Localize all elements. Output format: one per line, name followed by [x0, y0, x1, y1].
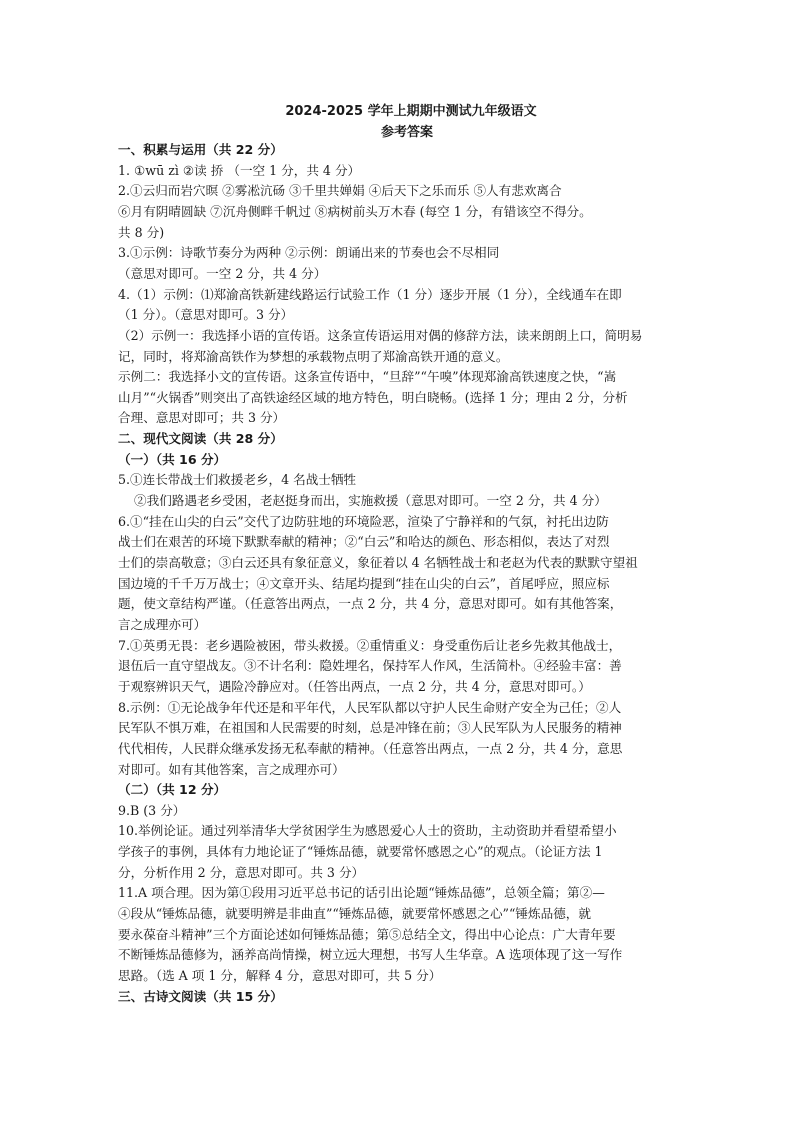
answer-line: 11.A 项合理。因为第①段用习近平总书记的话引出论题“锤炼品德”，总领全篇；第②— [118, 885, 605, 901]
answer-line: 4.（1）示例：⑴郑渝高铁新建线路运行试验工作（1 分）逐步开展（1 分），全线通车在即 [118, 286, 622, 302]
answer-line: （意思对即可。一空 2 分，共 4 分） [118, 265, 327, 281]
answer-line: 记，同时，将郑渝高铁作为梦想的承载物点明了郑渝高铁开通的意义。 [118, 348, 509, 364]
answer-line: 共 8 分) [118, 224, 165, 240]
document-title: 2024-2025 学年上期期中测试九年级语文 [285, 104, 537, 119]
answer-line: 士们的崇高敬意；③白云还具有象征意义，象征着以 4 名牺牲战士和老赵为代表的默默守望祖 [118, 555, 638, 570]
answer-line: 10.举例论证。通过列举清华大学贫困学生为感恩爱心人士的资助，主动资助并看望希望小 [118, 823, 617, 839]
section-heading: （二）（共 12 分） [118, 782, 227, 798]
answer-line: 战士们在艰苦的环境下默默奉献的精神；②“白云”和哈达的颜色、形态相似，表达了对烈 [118, 534, 610, 550]
section-heading: （一）（共 16 分） [118, 451, 227, 467]
answer-line: 6.①“挂在山尖的白云”交代了边防驻地的环境险恶，渲染了宁静祥和的气氛，衬托出边防 [118, 513, 609, 529]
answer-line: 1. ①wū zì ②读 挢 （一空 1 分，共 4 分） [118, 162, 361, 178]
answer-line: 对即可。如有其他答案，言之成理亦可） [118, 761, 345, 777]
section-heading: 三、古诗文阅读（共 15 分） [118, 988, 283, 1004]
answer-line: （2）示例一：我选择小语的宣传语。这条宣传语运用对偶的修辞方法，读来朗朗上口，简明易 [118, 327, 643, 343]
answer-line: 思路。（选 A 项 1 分，解释 4 分，意思对即可，共 5 分） [118, 968, 442, 983]
section-heading: 二、现代文阅读（共 28 分） [118, 431, 283, 447]
answer-line: 7.①英勇无畏：老乡遇险被困，带头救援。②重情重义：身受重伤后让老乡先救其他战士， [118, 637, 622, 653]
answer-line: 3.①示例：诗歌节奏分为两种 ②示例：朗诵出来的节奏也会不尽相同 [118, 245, 500, 261]
answer-line: 退伍后一直守望战友。③不计名利：隐姓埋名，保持军人作风，生活简朴。④经验丰富：善 [118, 658, 622, 674]
section-heading: 一、积累与运用（共 22 分） [118, 142, 283, 157]
answer-line: （1 分）。（意思对即可。3 分） [118, 307, 294, 323]
answer-line: ④段从“锤炼品德，就要明辨是非曲直”“锤炼品德，就要常怀感恩之心”“锤炼品德，就 [118, 906, 591, 922]
answer-line: 国边境的千千万万战士；④文章开头、结尾均提到“挂在山尖的白云”，首尾呼应，照应标 [118, 575, 610, 591]
answer-line: 山月”“火锅香”则突出了高铁途经区域的地方特色，明白晓畅。(选择 1 分；理由 2 分，分析 [118, 389, 628, 405]
answer-line: 言之成理亦可） [118, 616, 207, 632]
answer-line: 分，分析作用 2 分，意思对即可。共 3 分） [118, 864, 365, 880]
answer-line: 8.示例：①无论战争年代还是和平年代，人民军队都以守护人民生命财产安全为己任；②人 [118, 699, 622, 715]
document-subtitle: 参考答案 [380, 125, 433, 140]
answer-line: 代代相传，人民群众继承发扬无私奉献的精神。（任意答出两点，一点 2 分，共 4 分，意思 [118, 740, 623, 756]
answer-line: 要永葆奋斗精神”三个方面论述如何锤炼品德；第⑤总结全文，得出中心论点：广大青年要 [118, 926, 616, 942]
answer-line: 5.①连长带战士们救援老乡，4 名战士牺牲 [118, 472, 357, 488]
answer-line: 题，使文章结构严谨。（任意答出两点，一点 2 分，共 4 分，意思对即可。如有其他答案， [118, 596, 623, 612]
answer-line: 于观察辨识天气，遇险冷静应对。（任答出两点，一点 2 分，共 4 分，意思对即可。） [118, 678, 591, 694]
answer-line: ⑥月有阴晴圆缺 ⑦沉舟侧畔千帆过 ⑧病树前头万木春 (每空 1 分，有错该空不得分。 [118, 203, 592, 219]
answer-line: 9.B (3 分） [118, 802, 186, 818]
answer-line: ②我们路遇老乡受困，老赵挺身而出，实施救援（意思对即可。一空 2 分，共 4 分） [134, 493, 607, 509]
answer-line: 不断锤炼品德修为，涵养高尚情操，树立远大理想，书写人生华章。A 选项体现了这一写作 [118, 947, 623, 963]
answer-line: 2.①云归而岩穴暝 ②雾凇沆砀 ③千里共婵娟 ④后天下之乐而乐 ⑤人有悲欢离合 [118, 183, 562, 199]
answer-line: 学孩子的事例，具体有力地论证了“锤炼品德，就要常怀感恩之心”的观点。（论证方法 1 [118, 844, 603, 860]
answer-line: 合理、意思对即可；共 3 分） [118, 410, 286, 426]
answer-line: 民军队不惧万难，在祖国和人民需要的时刻，总是冲锋在前；③人民军队为人民服务的精神 [118, 720, 622, 736]
answer-line: 示例二：我选择小文的宣传语。这条宣传语中，“旦辞”“午嗅”体现郑渝高铁速度之快，“嵩 [118, 369, 617, 385]
